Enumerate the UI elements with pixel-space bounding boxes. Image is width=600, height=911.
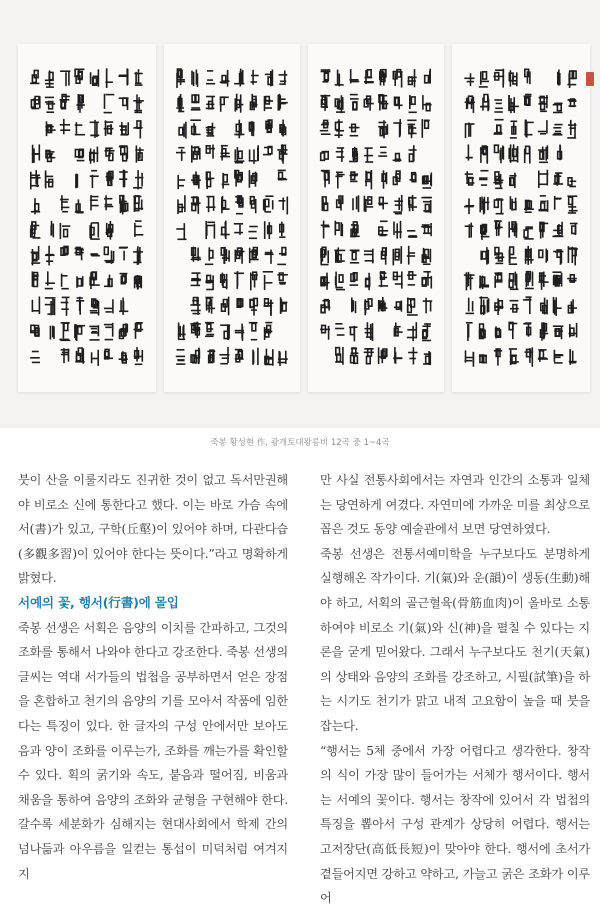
artist-seal: [586, 72, 594, 86]
glyph-stroke: [539, 250, 543, 257]
glyph-stroke: [78, 327, 82, 334]
glyph-stroke: [367, 356, 371, 363]
glyph-stroke: [352, 252, 356, 259]
figure-caption: 죽봉 황성현 作, 광개토대왕릉비 12곡 중 1~4곡: [210, 438, 390, 448]
glyph-stroke: [409, 154, 413, 161]
glyph-stroke: [396, 302, 400, 309]
glyph-stroke: [568, 306, 572, 313]
glyph-stroke: [108, 126, 112, 133]
glyph-stroke: [425, 76, 429, 83]
glyph-stroke: [221, 97, 225, 104]
calligraphy-artwork: [164, 44, 300, 392]
calligraphy-artwork: [308, 44, 444, 392]
glyph-stroke: [339, 275, 343, 282]
glyph-stroke: [482, 252, 486, 259]
glyph-stroke: [526, 146, 530, 153]
glyph-stroke: [510, 247, 514, 254]
calligraphy-photo: [0, 0, 600, 428]
glyph-stroke: [426, 356, 430, 363]
glyph-stroke: [351, 327, 355, 334]
glyph-stroke: [527, 349, 531, 356]
glyph-stroke: [367, 70, 371, 77]
glyph-stroke: [135, 203, 139, 210]
glyph-stroke: [368, 299, 372, 306]
glyph-stroke: [411, 97, 415, 104]
glyph-stroke: [540, 152, 544, 159]
glyph-stroke: [512, 202, 516, 209]
glyph-stroke: [105, 349, 109, 356]
calligraphy-artwork: [452, 44, 590, 392]
glyph-stroke: [179, 128, 183, 135]
calligraphy-scroll-1: [18, 44, 156, 392]
glyph-stroke: [31, 100, 35, 107]
glyph-stroke: [64, 229, 68, 236]
glyph-stroke: [494, 200, 498, 207]
glyph-stroke: [484, 95, 488, 102]
glyph-stroke: [207, 179, 211, 186]
body-paragraph: 죽봉 선생은 전통서예미학을 누구보다도 분명하게 실행해온 작가이다. 기(氣)와 운(韻)이 생동(生動)해야 하고, 서획의 골근혈육(骨筋血肉)이 올바로 소통하여야 비로소 기(氣)와 신(神)을 펼칠 수 있다는 지론을 굳게 믿어왔다. 그래서 누구보다도 천기(天氣)의 상태와 음양의 조화를 강조하고, 시필(試筆)을 하는 시기도 천기가 맑고 내적 고요함이 높을 때 붓을 잡는다.: [320, 546, 590, 733]
glyph-stroke: [49, 179, 53, 186]
glyph-stroke: [497, 125, 501, 132]
glyph-stroke: [351, 355, 355, 362]
calligraphy-scroll-3: [308, 44, 444, 392]
glyph-stroke: [78, 279, 82, 286]
glyph-stroke: [282, 304, 286, 311]
glyph-stroke: [265, 199, 269, 206]
glyph-stroke: [75, 150, 79, 157]
body-paragraph: 죽봉 선생은 서획은 음양의 이치를 간파하고, 그것의 조화를 통해서 나와야 한다고 강조한다. 죽봉 선생의 글씨는 역대 서가들의 법첩을 공부하면서 얻은 장점을 혼합하고 천기의 음양의 기를 모아서 작품에 임한다는 특징이 있다. 한 글자의 구성 안에서만 보아도 음과 양이 조화를 이루는가, 조화를 깨는가를 확인할 수 있다. 획의 굵기와 속도, 붙음과 떨어짐, 비움과 채움을 통하여 음양의 조화와 균형을 구현해야 한다. 갈수록 세분화가 심해지는 현대사회에서 학제 간의 넘나듦과 아우름을 일컫는 통섭이 미덕처럼 여겨지지: [18, 620, 288, 881]
body-paragraph: “행서는 5체 중에서 가장 어렵다고 생각한다. 창작의 식이 가장 많이 들어가는 서체가 행서이다. 행서는 서예의 꽃이다. 행서는 창작에 있어서 각 법첩의 특징을 뽑아서 구성 관계가 상당히 어렵다. 행서는 고저장단(高低長短)이 맞아야 한다. 행서에 초서가 곁들어지면 강하고 약하고, 가늘고 굵은 조화가 이루어: [320, 743, 590, 906]
glyph-stroke: [481, 306, 485, 313]
glyph-stroke: [511, 178, 515, 185]
glyph-stroke: [222, 149, 226, 156]
body-paragraph: 붓이 산을 이룰지라도 진귀한 것이 없고 독서만권해야 비로소 신에 통한다고 했다. 이는 바로 가슴 속에 서(書)가 있고, 구학(丘壑)이 있어야 하며, 다관다습(多觀多習)이 있어야 한다는 뜻이다.”라고 명확하게 밝혔다.: [18, 473, 288, 586]
glyph-stroke: [495, 172, 499, 179]
glyph-stroke: [570, 328, 574, 335]
body-paragraph: 만 사실 전통사회에서는 자연과 인간의 소통과 일체는 당연하게 여겼다. 자연미에 가까운 미를 최상으로 꼽은 것도 동양 예술관에서 보면 당연하였다.: [320, 473, 590, 537]
glyph-stroke: [495, 145, 499, 152]
glyph-stroke: [106, 149, 110, 156]
article-column-right: [320, 468, 590, 911]
glyph-stroke: [224, 175, 228, 182]
calligraphy-scroll-2: [164, 44, 300, 392]
calligraphy-scroll-4: [452, 44, 590, 392]
glyph-stroke: [196, 351, 200, 358]
glyph-stroke: [252, 324, 256, 331]
glyph-stroke: [221, 248, 225, 255]
glyph-stroke: [524, 230, 528, 237]
glyph-stroke: [556, 329, 560, 336]
glyph-stroke: [425, 121, 429, 128]
glyph-stroke: [238, 151, 242, 158]
glyph-stroke: [325, 152, 329, 159]
glyph-stroke: [483, 72, 487, 79]
glyph-stroke: [335, 223, 339, 230]
article-column-left: [18, 468, 288, 886]
glyph-stroke: [236, 100, 240, 107]
glyph-stroke: [64, 323, 68, 330]
calligraphy-artwork: [18, 44, 156, 392]
glyph-stroke: [49, 72, 53, 79]
glyph-stroke: [206, 146, 210, 153]
glyph-stroke: [123, 98, 127, 105]
section-heading: 서예의 꽃, 행서(行書)에 몰입: [18, 594, 179, 610]
glyph-stroke: [104, 247, 108, 254]
glyph-stroke: [207, 324, 211, 331]
